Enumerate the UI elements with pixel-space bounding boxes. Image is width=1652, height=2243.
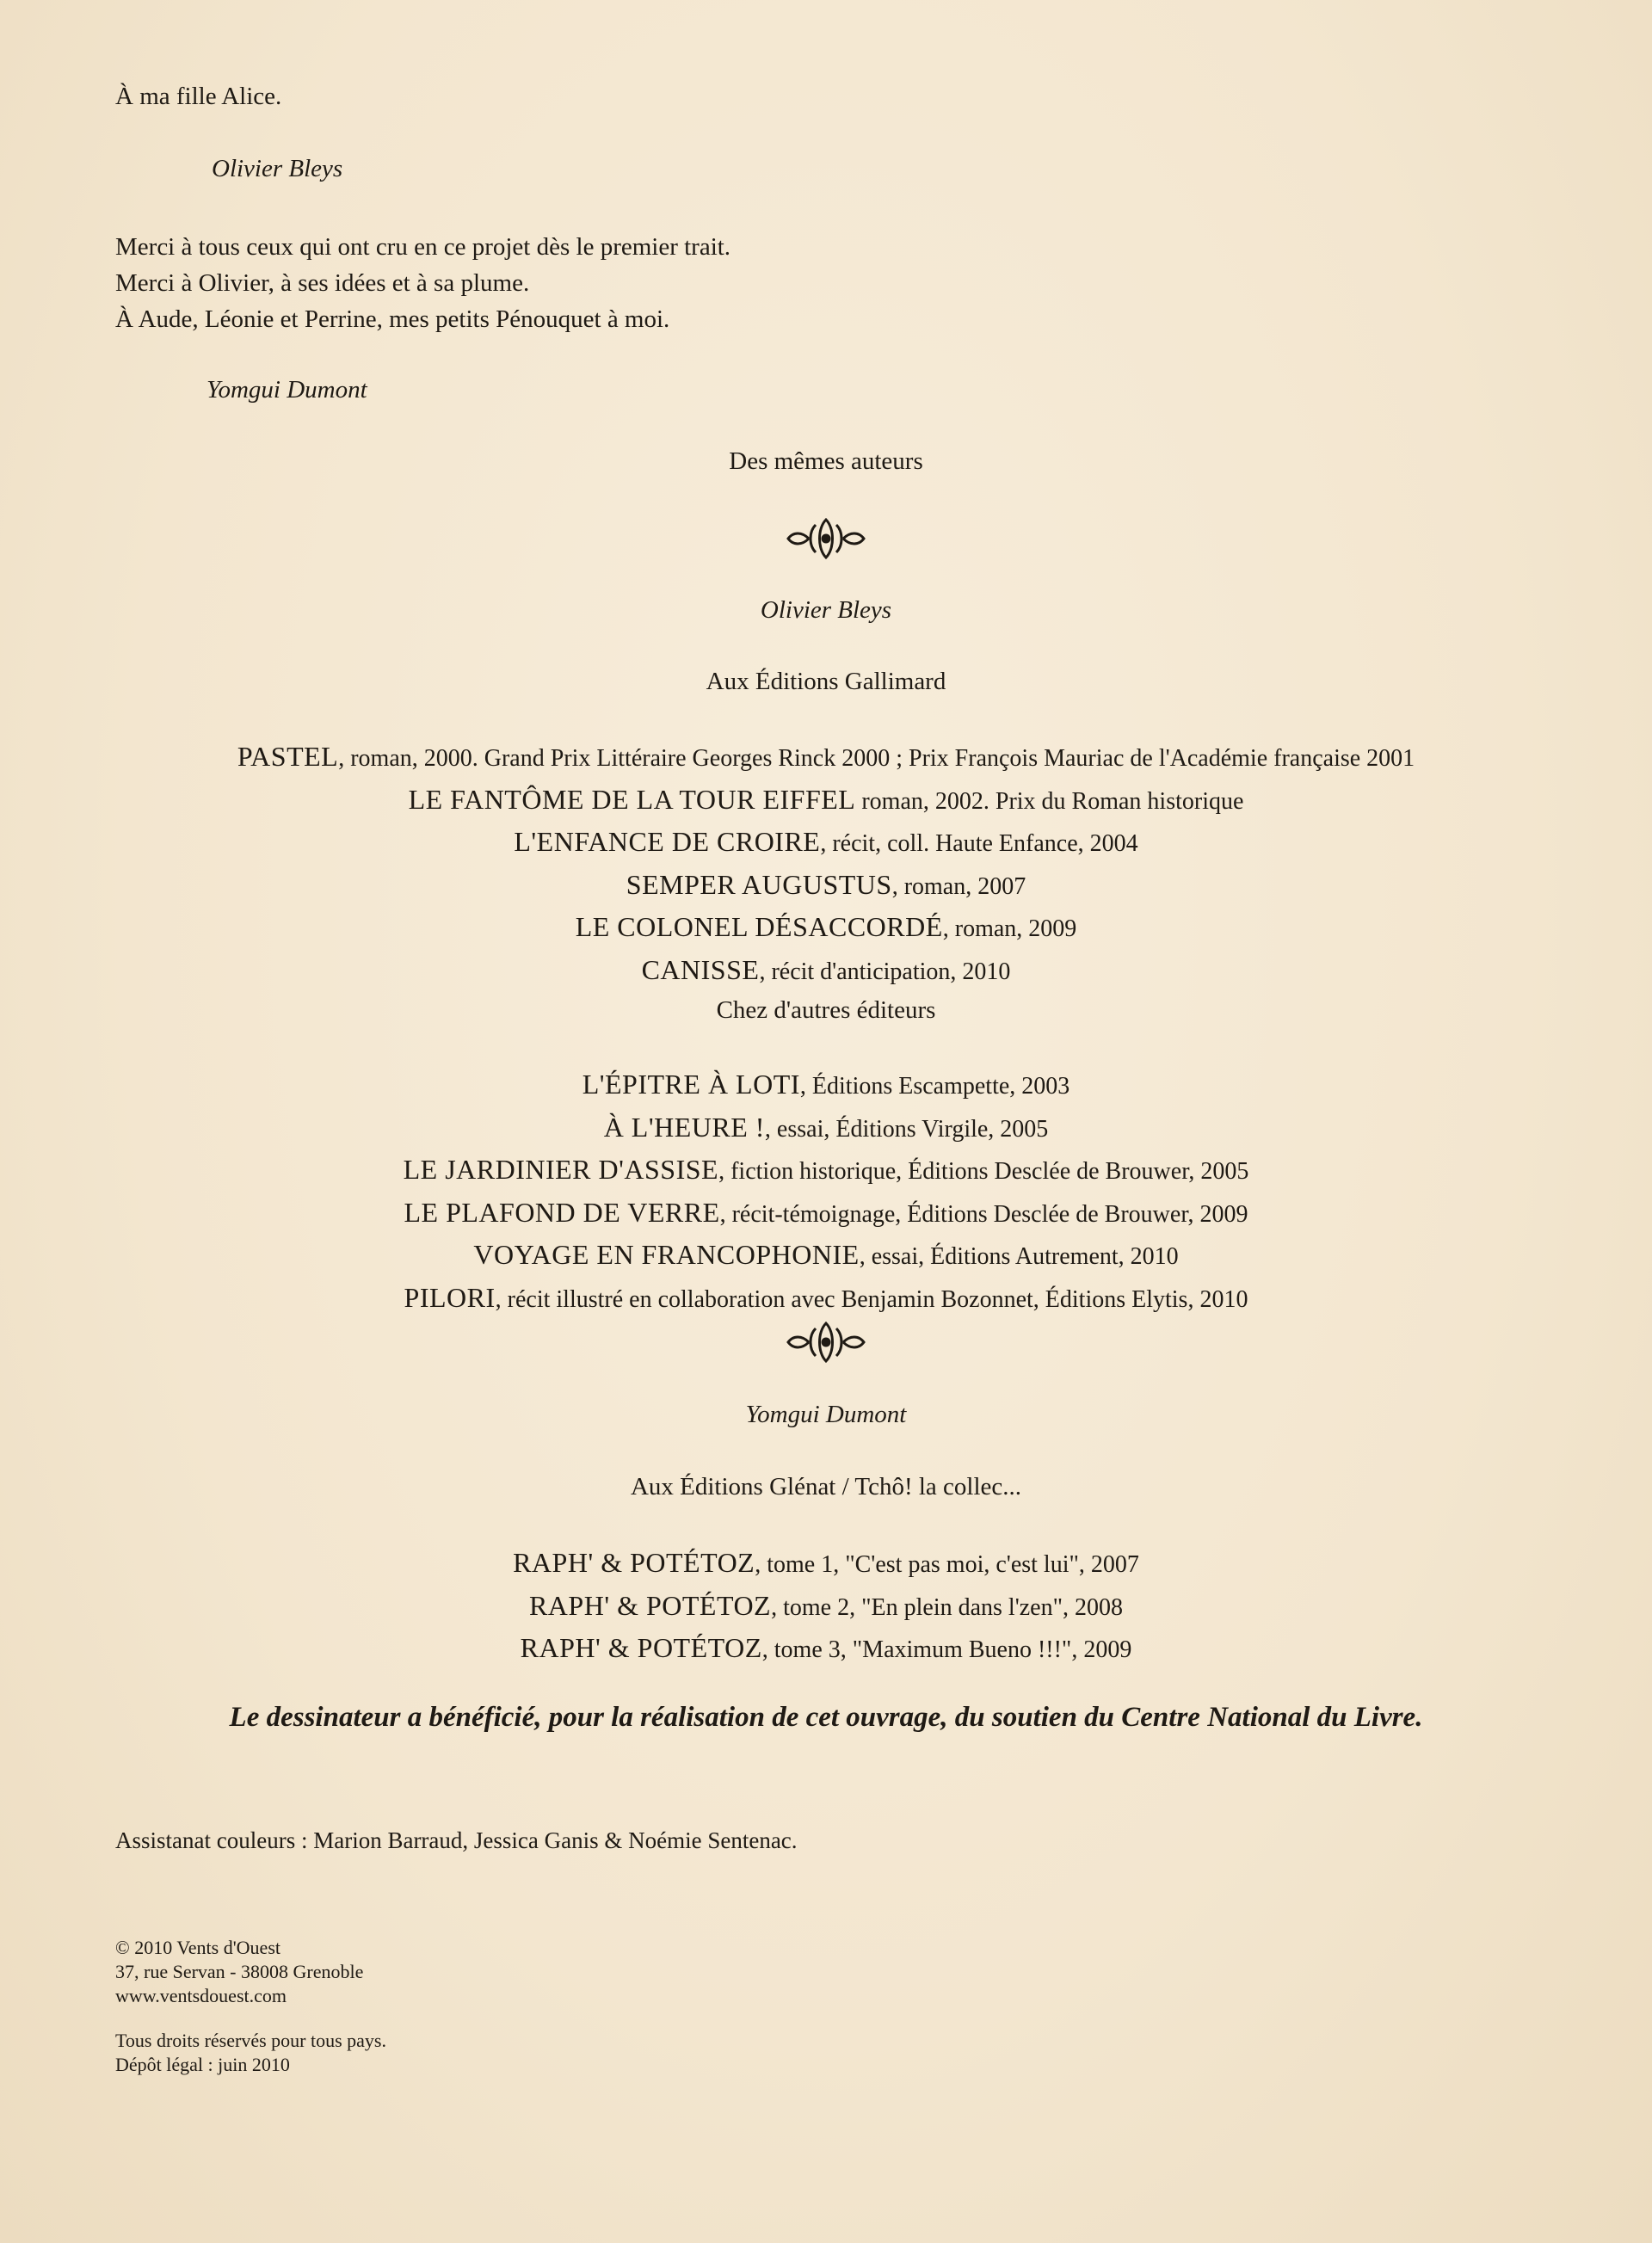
thanks-block <box>115 229 730 337</box>
list-item: CANISSE, récit d'anticipation, 2010 <box>641 953 1011 985</box>
address: 37, rue Servan - 38008 Grenoble <box>115 1961 364 1982</box>
publisher-heading-glenat: Aux Éditions Glénat / Tchô! la collec... <box>630 1473 1022 1500</box>
list-item: RAPH' & POTÉTOZ, tome 1, "C'est pas moi, c'est lui", 2007 <box>513 1547 1139 1578</box>
author-name-bleys: Olivier Bleys <box>760 596 892 624</box>
signature-dumont: Yomgui Dumont <box>206 376 367 404</box>
list-item: RAPH' & POTÉTOZ, tome 2, "En plein dans l'zen", 2008 <box>528 1589 1124 1621</box>
publisher-heading-others: Chez d'autres éditeurs <box>716 996 936 1024</box>
thanks-line: Merci à tous ceux qui ont cru en ce projet dès le premier trait. <box>115 233 731 261</box>
glenat-works-list <box>0 1544 1652 1673</box>
copyright: © 2010 Vents d'Ouest <box>115 1937 280 1958</box>
section-heading: Des mêmes auteurs <box>729 447 923 475</box>
signature-bleys: Olivier Bleys <box>212 155 343 182</box>
list-item: À L'HEURE !, essai, Éditions Virgile, 2005 <box>603 1111 1049 1143</box>
other-works-list <box>0 1066 1652 1322</box>
rights-reserved: Tous droits réservés pour tous pays. <box>115 2030 386 2051</box>
website: www.ventsdouest.com <box>115 1985 287 2006</box>
list-item: LE FANTÔME DE LA TOUR EIFFEL roman, 2002. Prix du Roman historique <box>408 783 1244 815</box>
list-item: L'ÉPITRE À LOTI, Éditions Escampette, 2003 <box>582 1069 1070 1100</box>
publisher-heading-gallimard: Aux Éditions Gallimard <box>706 668 946 695</box>
list-item: L'ENFANCE DE CROIRE, récit, coll. Haute Enfance, 2004 <box>514 826 1138 857</box>
flourish-ornament-icon <box>783 513 869 564</box>
list-item: SEMPER AUGUSTUS, roman, 2007 <box>626 868 1026 900</box>
dedication: À ma fille Alice. <box>115 83 282 110</box>
colour-assistants: Assistanat couleurs : Marion Barraud, Jessica Ganis & Noémie Sentenac. <box>115 1827 798 1853</box>
list-item: RAPH' & POTÉTOZ, tome 3, "Maximum Bueno !!!", 2009 <box>520 1632 1132 1663</box>
cnl-notice: Le dessinateur a bénéficié, pour la réalisation de cet ouvrage, du soutien du Centre National du Livre. <box>229 1702 1423 1733</box>
rights-block <box>115 2029 386 2077</box>
list-item: VOYAGE EN FRANCOPHONIE, essai, Éditions Autrement, 2010 <box>473 1239 1179 1270</box>
list-item: PILORI, récit illustré en collaboration avec Benjamin Bozonnet, Éditions Elytis, 2010 <box>404 1281 1248 1313</box>
gallimard-works-list <box>0 738 1652 994</box>
thanks-line: Merci à Olivier, à ses idées et à sa plume. <box>115 269 530 297</box>
imprint-block <box>115 1936 363 2008</box>
list-item: LE JARDINIER D'ASSISE, fiction historique, Éditions Desclée de Brouwer, 2005 <box>403 1154 1249 1185</box>
list-item: LE COLONEL DÉSACCORDÉ, roman, 2009 <box>575 911 1077 942</box>
thanks-line: À Aude, Léonie et Perrine, mes petits Pénouquet à moi. <box>115 305 670 333</box>
flourish-ornament-icon <box>783 1316 869 1368</box>
list-item: LE PLAFOND DE VERRE, récit-témoignage, Éditions Desclée de Brouwer, 2009 <box>404 1196 1248 1228</box>
author-name-dumont: Yomgui Dumont <box>745 1401 907 1428</box>
legal-deposit: Dépôt légal : juin 2010 <box>115 2054 290 2075</box>
list-item: PASTEL, roman, 2000. Grand Prix Littéraire Georges Rinck 2000 ; Prix François Mauriac de l'Académie française 2001 <box>237 741 1415 772</box>
